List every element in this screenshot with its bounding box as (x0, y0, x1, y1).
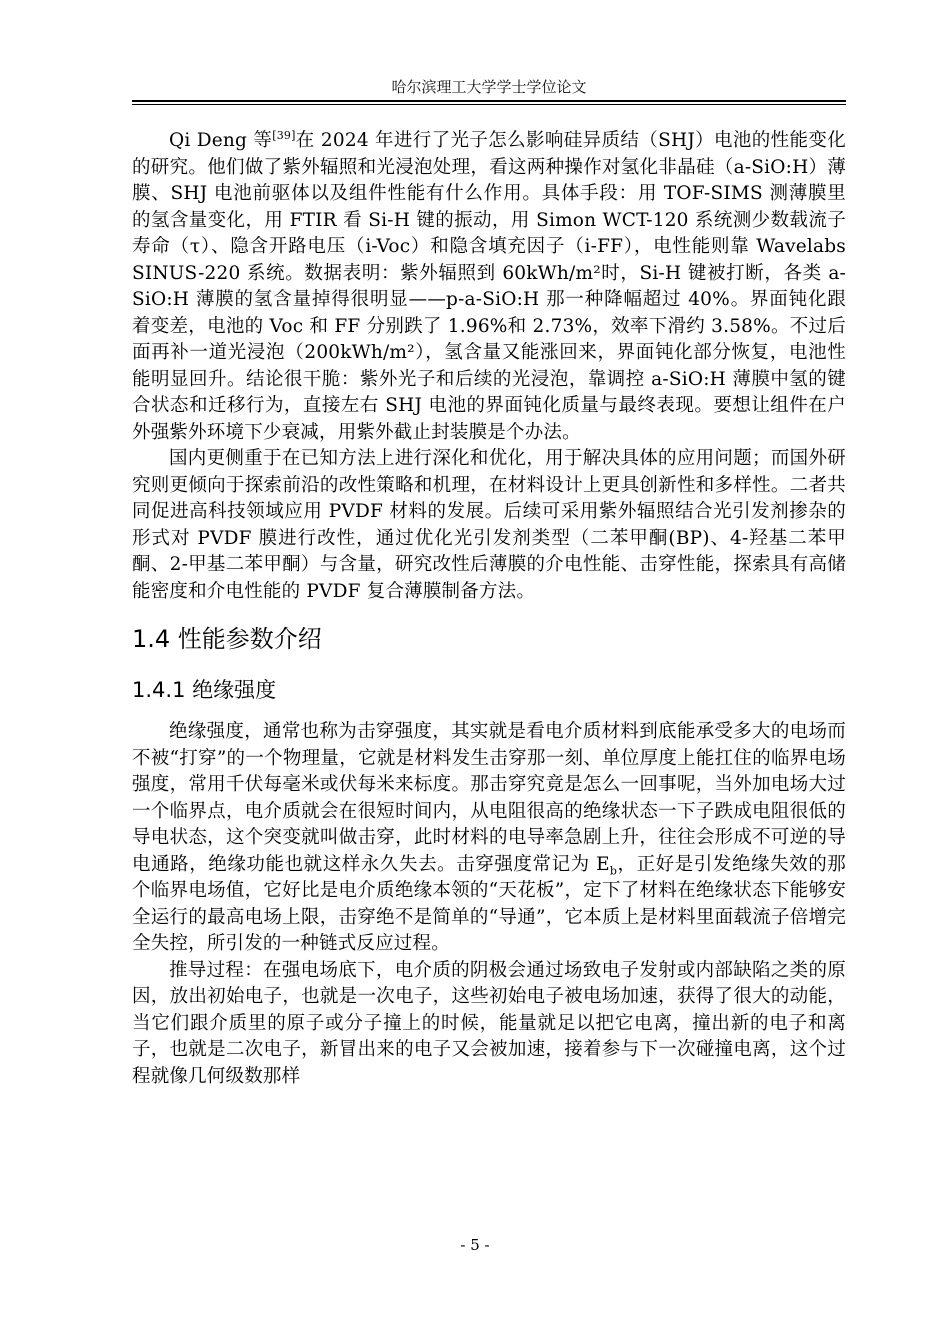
page-number: - 5 - (460, 1236, 490, 1254)
running-header-title: 哈尔滨理工大学学士学位论文 (391, 78, 587, 96)
paragraph-text: 绝缘强度，通常也称为击穿强度，其实就是看电介质材料到底能承受多大的电场而不被“打穿”的一个物理量，它就是材料发生击穿那一刻、单位厚度上能扛住的临界电场强度，常用千伏每毫米或伏每米来标度。那击穿究竟是怎么一回事呢，当外加电场大过一个临界点，电介质就会在很短时间内，从电阻很高的绝缘状态一下子跌成电阻很低的导电状态，这个突变就叫做击穿，此时材料的电导率急剧上升，往往会形成不可逆的导电通路，绝缘功能也就这样永久失去。击穿强度常记为 E (132, 721, 846, 875)
paragraph-domestic-vs-foreign: 国内更侧重于在已知方法上进行深化和优化，用于解决具体的应用问题；而国外研究则更倾向于探索前沿的改性策略和机理，在材料设计上更具创新性和多样性。二者共同促进高科技领域应用 PVDF 材料的发展。后续可采用紫外辐照结合光引发剂掺杂的形式对 PVDF 膜进行改性，通过优化光引发剂类型（二苯甲酮(BP)、4-羟基二苯甲酮、2-甲基二苯甲酮）与含量，研究改性后薄膜的介电性能、击穿性能，探索具有高储能密度和介电性能的 PVDF 复合薄膜制备方法。 (132, 448, 846, 602)
section-heading: 1.4 性能参数介绍 (132, 625, 322, 653)
body-text (132, 128, 846, 1090)
paragraph-text: 在 2024 年进行了光子怎么影响硅异质结（SHJ）电池的性能变化的研究。他们做了紫外辐照和光浸泡处理，看这两种操作对氢化非晶硅（a-SiO:H）薄膜、SHJ 电池前驱体以及组件性能有什么作用。具体手段：用 TOF-SIMS 测薄膜里的氢含量变化，用 FTIR 看 Si-H 键的振动，用 Simon WCT-120 系统测少数载流子寿命（τ）、隐含开路电压（i-Voc）和隐含填充因子（i-FF），电性能则靠 Wavelabs SINUS-220 系统。数据表明：紫外辐照到 60kWh/m²时，Si-H 键被打断，各类 a-SiO:H 薄膜的氢含量掉得很明显——p-a-SiO:H 那一种降幅超过 40%。界面钝化跟着变差，电池的 Voc 和 FF 分别跌了 1.96%和 2.73%，效率下滑约 3.58%。不过后面再补一道光浸泡（200kWh/m²），氢含量又能涨回来，界面钝化部分恢复，电池性能明显回升。结论很干脆：紫外光子和后续的光浸泡，靠调控 a-SiO:H 薄膜中氢的键合状态和迁移行为，直接左右 SHJ 电池的界面钝化质量与最终表现。要想让组件在户外强紫外环境下少衰减，用紫外截止封装膜是个办法。 (132, 130, 847, 443)
subscript-b: b (609, 864, 618, 878)
paragraph-text: Qi Deng 等 (169, 130, 273, 151)
header-rule-thin (132, 104, 846, 105)
paragraph-derivation: 推导过程：在强电场底下，电介质的阴极会通过场致电子发射或内部缺陷之类的原因，放出初始电子，也就是一次电子，这些初始电子被电场加速，获得了很大的动能，当它们跟介质里的原子或分子撞上的时候，能量就足以把它电离，撞出新的电子和离子，也就是二次电子，新冒出来的电子又会被加速，接着参与下一次碰撞电离，这个过程就像几何级数那样 (132, 959, 846, 1087)
paragraph-qi-deng-study (132, 128, 846, 446)
subsection-heading: 1.4.1 绝缘强度 (132, 678, 277, 702)
citation-reference: [39] (272, 128, 296, 142)
header-rule-thick (132, 100, 846, 102)
paragraph-text: ，正好是引发绝缘失效的那个临界电场值，它好比是电介质绝缘本领的“天花板”，定下了材料在绝缘状态下能够安全运行的最高电场上限，击穿绝不是简单的“导通”，它本质上是材料里面载流子倍增完全失控，所引发的一种链式反应过程。 (132, 853, 847, 954)
paragraph-insulation-strength (132, 719, 846, 958)
